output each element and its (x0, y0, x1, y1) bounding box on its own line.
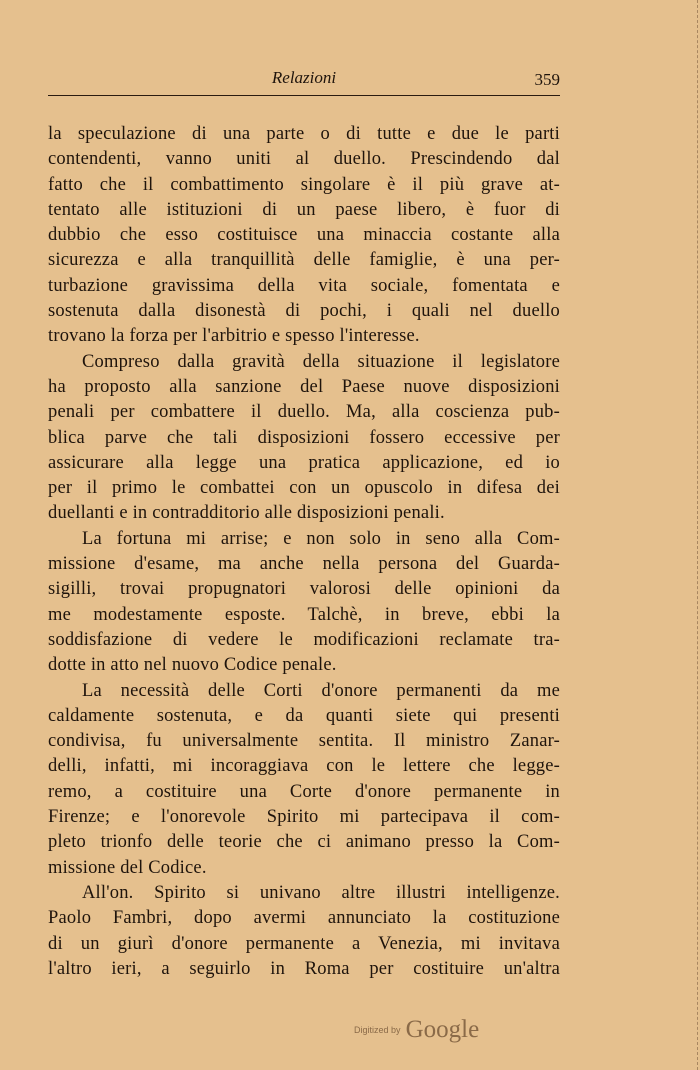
text-line: La necessità delle Corti d'onore permanenti da me (82, 680, 560, 701)
text-line: turbazione gravissima della vita sociale, fomentata e (48, 275, 560, 296)
google-logo: Google (405, 1016, 480, 1043)
text-line: sicurezza e alla tranquillità delle famiglie, è una per- (48, 250, 560, 271)
body-text (48, 122, 560, 982)
text-line: Paolo Fambri, dopo avermi annunciato la costituzione (48, 908, 560, 929)
text-line: dubbio che esso costituisce una minaccia costante alla (48, 225, 560, 246)
text-line: me modestamente esposte. Talchè, in breve, ebbi la (48, 604, 560, 625)
text-line: pleto trionfo delle teorie che ci animano presso la Com- (48, 832, 560, 853)
text-line: All'on. Spirito si univano altre illustri intelligenze. (82, 882, 560, 903)
text-line: Firenze; e l'onorevole Spirito mi partecipava il com- (48, 807, 560, 828)
text-line: trovano la forza per l'arbitrio e spesso l'interesse. (48, 326, 420, 347)
running-header (48, 68, 560, 92)
text-line: caldamente sostenuta, e da quanti siete qui presenti (48, 705, 560, 726)
paragraph (48, 350, 560, 527)
page-number: 359 (534, 70, 560, 89)
text-line: duellanti e in contradditorio alle disposizioni penali. (48, 503, 445, 524)
digitized-watermark (354, 1016, 479, 1044)
text-line: missione d'esame, ma anche nella persona del Guarda- (48, 554, 560, 575)
digitized-by-text: Digitized by (354, 1025, 401, 1035)
paragraph (48, 679, 560, 881)
text-line: penali per combattere il duello. Ma, alla coscienza pub- (48, 402, 560, 423)
paragraph (48, 527, 560, 679)
text-line: ha proposto alla sanzione del Paese nuove disposizioni (48, 376, 560, 397)
text-line: tentato alle istituzioni di un paese libero, è fuor di (48, 199, 560, 220)
text-line: dotte in atto nel nuovo Codice penale. (48, 655, 337, 676)
text-line: fatto che il combattimento singolare è il più grave at- (48, 174, 560, 195)
text-line: delli, infatti, mi incoraggiava con le lettere che legge- (48, 756, 560, 777)
text-line: missione del Codice. (48, 857, 207, 878)
text-line: assicurare alla legge una pratica applicazione, ed io (48, 452, 560, 473)
text-line: l'altro ieri, a seguirlo in Roma per costituire un'altra (48, 958, 560, 979)
text-line: soddisfazione di vedere le modificazioni reclamate tra- (48, 629, 560, 650)
text-line: blica parve che tali disposizioni fossero eccessive per (48, 427, 560, 448)
text-line: per il primo le combattei con un opuscolo in difesa dei (48, 478, 560, 499)
text-line: di un giurì d'onore permanente a Venezia, mi invitava (48, 933, 560, 954)
text-line: sostenuta dalla disonestà di pochi, i quali nel duello (48, 301, 560, 322)
header-rule (48, 95, 560, 96)
text-line: contendenti, vanno uniti al duello. Prescindendo dal (48, 149, 560, 170)
text-line: la speculazione di una parte o di tutte e due le parti (48, 124, 560, 144)
page-edge (697, 0, 698, 1070)
text-line: Compreso dalla gravità della situazione il legislatore (82, 351, 560, 372)
running-title: Relazioni (271, 68, 337, 87)
paragraph (48, 881, 560, 982)
text-line: La fortuna mi arrise; e non solo in seno alla Com- (82, 528, 560, 549)
text-line: remo, a costituire una Corte d'onore permanente in (48, 781, 560, 802)
text-line: condivisa, fu universalmente sentita. Il ministro Zanar- (48, 731, 560, 752)
paragraph (48, 122, 560, 350)
text-line: sigilli, trovai propugnatori valorosi delle opinioni da (48, 579, 560, 600)
